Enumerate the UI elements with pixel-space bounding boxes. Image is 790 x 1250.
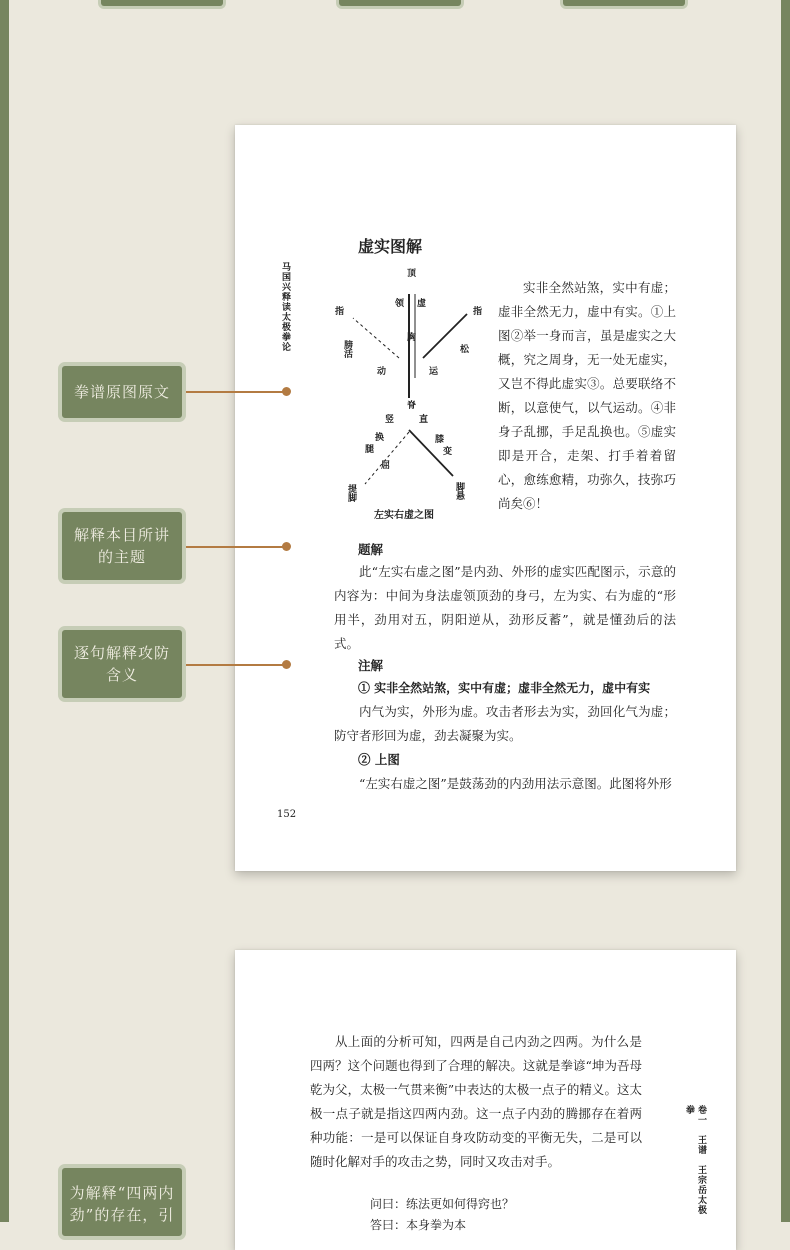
label-xi: 膝: [435, 435, 445, 445]
tijie-heading: 题解: [358, 542, 384, 557]
note-1-text: 内气为实，外形为虚。攻击者形去为实，劲回化气为虚；防守者形回为虚，劲去凝聚为实。: [334, 704, 676, 743]
label-ling: 领: [395, 299, 405, 309]
label-jiao-xuan: 脚悬: [454, 482, 464, 500]
page2-paragraph: 从上面的分析可知，四两是自己内劲之四两。为什么是四两？这个问题也得到了合理的解决。这就是拳谚“坤为吾母乾为父，太极一气贯来衡”中表达的太极一点子的精义。这太极一点子就是指这四两内劲。这一点子内劲的腾挪存在着两种功能：一是可以保证自身攻防动变的平衡无失，二是可以随时化解对手的攻击之势，同时又攻击对手。: [310, 1034, 642, 1169]
top-tab-1: [98, 0, 226, 9]
note-1-title: ① 实非全然站煞，实中有虚；虚非全然无力，虚中有实: [358, 681, 651, 695]
label-bian: 变: [443, 447, 453, 457]
right-frame-border: [781, 0, 790, 1222]
note-2-text: “左实右虚之图”是鼓荡劲的内劲用法示意图。此图将外形: [359, 776, 672, 791]
xu-shi-diagram: [325, 262, 495, 502]
label-yun: 运: [429, 367, 439, 377]
callout-label: 逐句解释攻防含义: [73, 644, 170, 684]
label-zhi-right: 指: [473, 307, 483, 317]
label-ji: 脊: [407, 401, 417, 411]
connector-dot: [282, 387, 291, 396]
callout-original-text: [58, 362, 186, 422]
label-ti-jiao: 提脚: [346, 484, 356, 502]
connector-line: [186, 546, 286, 548]
connector-dot: [282, 660, 291, 669]
callout-label: 解释本目所讲的主题: [73, 526, 170, 566]
connector-line: [186, 391, 286, 393]
running-head-vertical: 马国兴释读太极拳论: [280, 262, 290, 352]
callout-topic-explanation: [58, 508, 186, 584]
note-2-title: ② 上图: [358, 752, 400, 767]
page2-answer: 答曰：本身拳为本: [370, 1218, 467, 1232]
label-xu: 虚: [417, 299, 427, 309]
label-zhi: 直: [419, 415, 429, 425]
zhujie-heading: 注解: [358, 658, 384, 673]
label-song: 松: [458, 344, 468, 353]
label-sheng-huo: 膀活: [342, 340, 352, 358]
label-top: 顶: [407, 269, 417, 279]
label-huan: 换: [375, 433, 385, 443]
callout-label: 拳谱原图原文: [73, 383, 170, 401]
connector-dot: [282, 542, 291, 551]
label-tui: 腿: [365, 445, 375, 455]
label-xiong: 胸: [407, 333, 417, 343]
label-zhi-left: 指: [335, 307, 345, 317]
page2-running-head: 卷一 王谱 王宗岳太极拳: [684, 1105, 706, 1215]
top-tab-2: [336, 0, 464, 9]
connector-line: [186, 664, 286, 666]
tijie-paragraph: 此“左实右虚之图”是内劲、外形的虚实匹配图示，示意的内容为：中间为身法虚领顶劲的身弓，左为实、右为虚的“形用半，劲用对五，阴阳逆从，劲形反蓄”，就是懂劲后的法式。: [334, 564, 676, 651]
callout-line-by-line: [58, 626, 186, 702]
callout-label: 为解释“四两内劲”的存在，引: [69, 1184, 175, 1224]
section-title: 虚实图解: [358, 237, 423, 256]
left-frame-border: [0, 0, 9, 1222]
top-tab-3: [560, 0, 688, 9]
label-shu: 竖: [385, 415, 395, 425]
label-dong: 动: [377, 367, 387, 377]
callout-four-ounces: [58, 1164, 186, 1240]
page-number: 152: [277, 809, 297, 820]
diagram-caption: 左实右虚之图: [374, 510, 434, 521]
page2-question: 问曰：练法更如何得窍也？: [370, 1197, 515, 1211]
original-text-paragraph: 实非全然站煞，实中有虚；虚非全然无力，虚中有实。①上图②举一身而言，虽是虚实之大概，究之周身，无一处无虚实，又岂不得此虚实③。总要联络不断，以意使气，以气运动。④非身子乱挪，手足乱换也。⑤虚实即是开合，走架、打手着着留心，愈练愈精，功弥久，技弥巧尚矣⑥！: [498, 280, 676, 511]
label-qu: 屈: [381, 461, 391, 471]
